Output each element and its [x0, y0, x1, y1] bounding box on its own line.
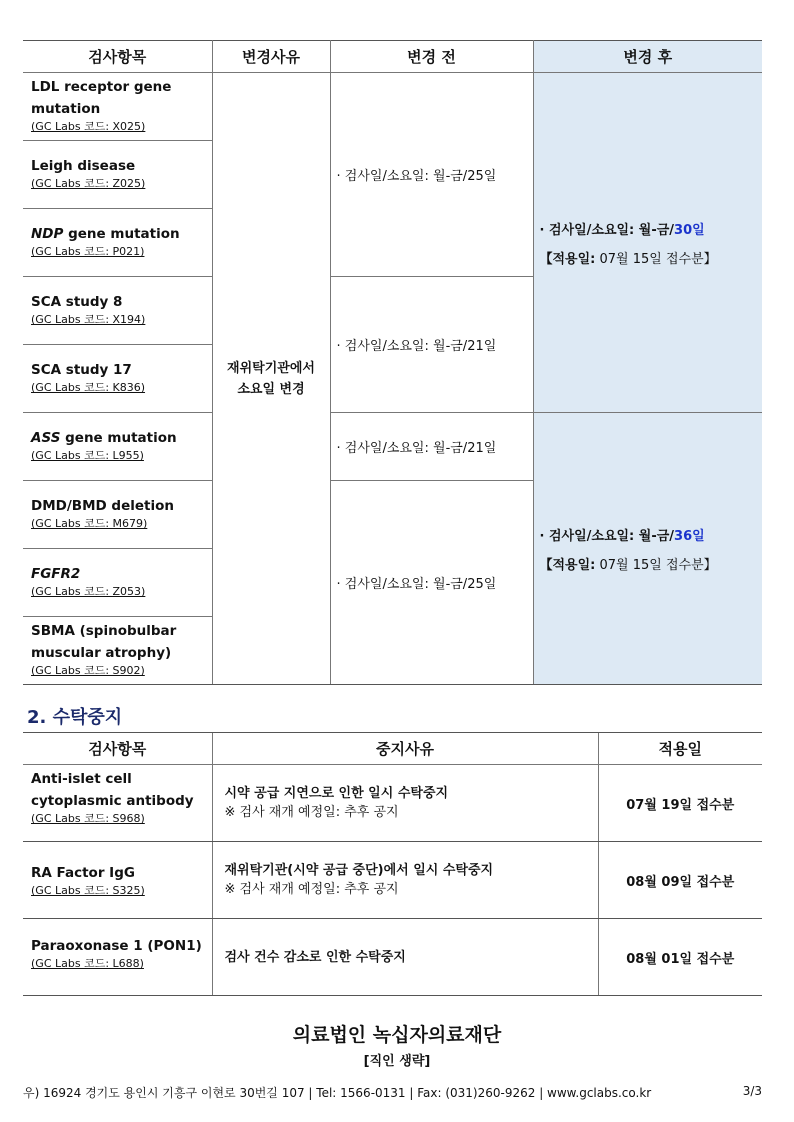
item-code: (GC Labs 코드: L688): [31, 957, 144, 970]
organization-name: 의료법인 녹십자의료재단: [292, 1024, 502, 1046]
item-row: [23, 842, 212, 919]
before-value: · 검사일/소요일: 월-금/25일: [330, 481, 533, 685]
item-row: [23, 919, 212, 996]
suspension-reason: 검사 건수 감소로 인한 수탁중지: [212, 919, 598, 996]
change-reason-text: 재위탁기관에서 소요일 변경: [227, 360, 315, 397]
header-item: 검사항목: [23, 41, 212, 73]
item-code: (GC Labs 코드: X025): [31, 120, 146, 133]
after-line: · 검사일/소요일: 월-금/30일: [539, 222, 705, 238]
before-value: · 검사일/소요일: 월-금/21일: [330, 413, 533, 481]
seal-omitted: [직인 생략]: [363, 1054, 431, 1069]
apply-date: 【적용일: 07월 15일 접수분】: [539, 251, 717, 267]
header-before: 변경 전: [330, 41, 533, 73]
item-name: RA Factor IgG: [31, 865, 135, 881]
before-value: · 검사일/소요일: 월-금/25일: [330, 73, 533, 277]
header-item: 검사항목: [23, 733, 212, 765]
item-code: (GC Labs 코드: M679): [31, 517, 148, 530]
item-code: (GC Labs 코드: L955): [31, 449, 144, 462]
item-row: [23, 413, 212, 481]
item-code: (GC Labs 코드: Z025): [31, 177, 146, 190]
item-name: NDP gene mutation: [31, 226, 180, 242]
item-code: (GC Labs 코드: S968): [31, 812, 145, 825]
item-name: Anti-islet cell cytoplasmic antibody: [31, 771, 194, 809]
item-name: ASS gene mutation: [31, 430, 177, 446]
suspension-reason: 시약 공급 지연으로 인한 일시 수탁중지 ※ 검사 재개 예정일: 추후 공지: [212, 765, 598, 842]
item-name: Paraoxonase 1 (PON1): [31, 938, 202, 954]
footer-address: 우) 16924 경기도 용인시 기흥구 이현로 30번길 107 | Tel: 1566-0131 | Fax: (031)260-9262 | www.gclabs.co.kr: [23, 1086, 652, 1100]
item-name: Leigh disease: [31, 158, 136, 174]
header-reason: 변경사유: [212, 41, 330, 73]
header-after: 변경 후: [533, 41, 762, 73]
item-row: [23, 617, 212, 685]
apply-date: 08월 01일 접수분: [598, 919, 762, 996]
item-code: (GC Labs 코드: Z053): [31, 585, 146, 598]
item-row: [23, 141, 212, 209]
item-row: [23, 73, 212, 141]
item-code: (GC Labs 코드: S902): [31, 664, 145, 677]
item-name: FGFR2: [31, 566, 81, 582]
section-title: 2. 수탁중지: [27, 707, 123, 728]
change-table: [23, 40, 762, 685]
item-code: (GC Labs 코드: X194): [31, 313, 146, 326]
item-code: (GC Labs 코드: K836): [31, 381, 146, 394]
apply-date: 08월 09일 접수분: [598, 842, 762, 919]
item-row: [23, 345, 212, 413]
before-value: · 검사일/소요일: 월-금/21일: [330, 277, 533, 413]
apply-date: 【적용일: 07월 15일 접수분】: [539, 557, 717, 573]
item-name: LDL receptor gene mutation: [31, 79, 172, 117]
header-date: 적용일: [598, 733, 762, 765]
item-code: (GC Labs 코드: S325): [31, 884, 145, 897]
item-row: [23, 277, 212, 345]
suspension-table: [23, 732, 762, 996]
after-value: [533, 73, 762, 413]
item-code: (GC Labs 코드: P021): [31, 245, 145, 258]
item-row: [23, 549, 212, 617]
after-value: [533, 413, 762, 685]
item-row: [23, 481, 212, 549]
item-row: [23, 209, 212, 277]
header-reason: 중지사유: [212, 733, 598, 765]
item-name: SCA study 8: [31, 294, 123, 310]
item-name: DMD/BMD deletion: [31, 498, 174, 514]
apply-date: 07월 19일 접수분: [598, 765, 762, 842]
after-line: · 검사일/소요일: 월-금/36일: [539, 528, 705, 544]
change-reason: [212, 73, 330, 685]
suspension-reason: 재위탁기관(시약 공급 중단)에서 일시 수탁중지 ※ 검사 재개 예정일: 추후 공지: [212, 842, 598, 919]
item-name: SCA study 17: [31, 362, 132, 378]
page-number: 3/3: [742, 1084, 762, 1098]
item-name: SBMA (spinobulbar muscular atrophy): [31, 623, 177, 661]
item-row: [23, 765, 212, 842]
